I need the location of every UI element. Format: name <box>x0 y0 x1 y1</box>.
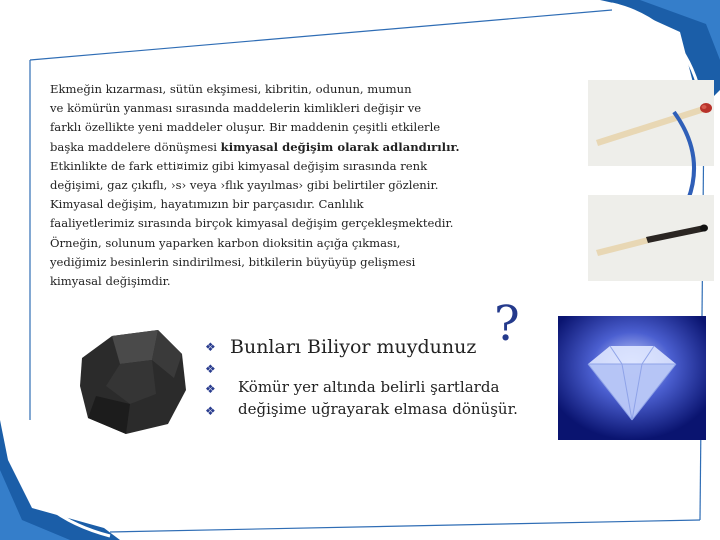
paragraph-line: değişimi, gaz çıkıflı, ›s› veya ›flık yayılmas› gibi belirtiler gözlenir. <box>50 178 439 193</box>
paragraph-line: farklı özellikte yeni maddeler oluşur. Bir maddenin çeşitli etkilerle <box>50 120 441 135</box>
paragraph-line: Etkinlikte de fark etti¤imiz gibi kimyasal değişim sırasında renk <box>50 158 428 173</box>
bullet-icon: ❖ <box>205 340 216 354</box>
paragraph-line: yediğimiz besinlerin sindirilmesi, bitkilerin büyüyüp gelişmesi <box>50 254 416 269</box>
paragraph-line: faaliyetlerimiz sırasında birçok kimyasal değişim gerçekleşmektedir. <box>50 216 454 231</box>
coal-image <box>72 320 192 440</box>
diamond-image <box>558 316 706 440</box>
description-paragraph <box>50 80 510 291</box>
question-mark: ? <box>494 296 520 352</box>
bullet-icon: ❖ <box>205 362 216 376</box>
callout-title: Bunları Biliyor muydunuz <box>230 336 477 358</box>
paragraph-line-start: başka maddelere dönüşmesi <box>50 139 221 154</box>
paragraph-line: ve kömürün yanması sırasında maddelerin kimlikleri değişir ve <box>50 101 422 116</box>
paragraph-line: Örneğin, solunum yaparken karbon dioksitin açığa çıkması, <box>50 235 401 250</box>
bold-definition: kimyasal değişim olarak adlandırılır. <box>220 139 460 154</box>
callout-text-line: değişime uğrayarak elmasa dönüşür. <box>238 400 518 418</box>
burnt-match-image <box>588 195 714 281</box>
bullet-icon: ❖ <box>205 382 216 396</box>
paragraph-line: kimyasal değişimdir. <box>50 274 171 289</box>
bullet-icon: ❖ <box>205 404 216 418</box>
callout-text-line: Kömür yer altında belirli şartlarda <box>238 378 500 396</box>
paragraph-line: Ekmeğin kızarması, sütün ekşimesi, kibritin, odunun, mumun <box>50 82 412 96</box>
paragraph-line <box>50 138 510 157</box>
paragraph-line: Kimyasal değişim, hayatımızın bir parçasıdır. Canlılık <box>50 197 364 212</box>
